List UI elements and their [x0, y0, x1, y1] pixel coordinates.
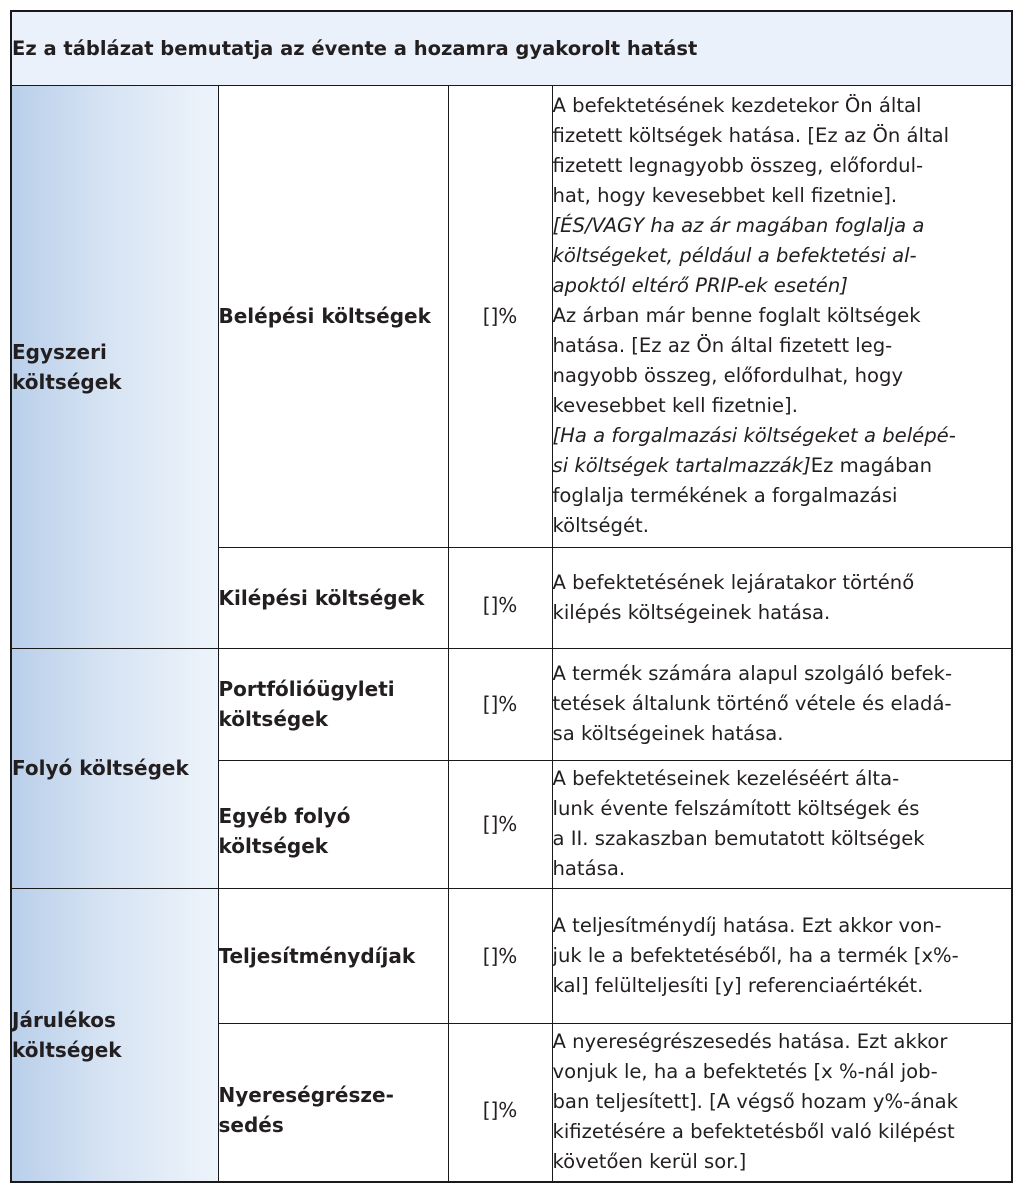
cost-table: [12, 12, 1011, 1182]
description-line: fizetett költségek hatása. [Ez az Ön által: [552, 124, 950, 147]
description-line: Ez magában: [810, 454, 933, 477]
cost-name: Kilépési költségek: [218, 547, 448, 648]
description-line: kevesebbet kell fizetnie].: [552, 394, 798, 417]
group-label: Egyszeri költségek: [12, 339, 122, 394]
description-line: apoktól eltérő PRIP-ek esetén]: [552, 274, 848, 297]
table-row: [12, 85, 1011, 547]
group-egyszeri-koltsegek: [12, 85, 218, 648]
table-row: [12, 888, 1011, 1023]
description-line: fizetett legnagyobb összeg, előfordul-: [552, 154, 924, 177]
cost-name: Teljesítménydíjak: [218, 888, 448, 1023]
description-line: vonjuk le, ha a befektetés [x %-nál job-: [552, 1060, 938, 1084]
table-header-row: [12, 12, 1011, 85]
description-line: A teljesítménydíj hatása. Ezt akkor von-: [552, 913, 942, 937]
cost-description: [552, 1023, 1011, 1181]
cost-percentage: []%: [448, 547, 552, 648]
description-line: A befektetéseinek kezeléséért álta-: [552, 767, 900, 790]
description-line: költségét.: [552, 514, 649, 537]
description-line: A termék számára alapul szolgáló befek-: [552, 662, 953, 685]
description-line: követően kerül sor.]: [552, 1150, 747, 1174]
cost-name: Nyereségrésze-sedés: [218, 1023, 448, 1181]
cost-description: [552, 648, 1011, 760]
description-line: kal] felülteljesíti [y] referenciaértékét.: [552, 973, 924, 997]
cost-description: [552, 760, 1011, 888]
description-line: A befektetésének kezdetekor Ön által: [552, 94, 922, 117]
description-line: hatása. [Ez az Ön által fizetett leg-: [552, 334, 893, 357]
cost-name: Belépési költségek: [218, 85, 448, 547]
description-line: [Ha a forgalmazási költségeket a belépé-: [552, 424, 956, 447]
cost-percentage: []%: [448, 760, 552, 888]
cost-name: Egyéb folyó költségek: [218, 760, 448, 888]
group-jarulekos-koltsegek: [12, 888, 218, 1181]
description-line: Az árban már benne foglalt költségek: [552, 304, 921, 327]
group-label: Járulékos költségek: [12, 1007, 122, 1062]
table-row: [12, 648, 1011, 760]
description-line: A befektetésének lejáratakor történő: [552, 570, 915, 594]
description-line: ban teljesített]. [A végső hozam y%-ának: [552, 1090, 958, 1114]
description-line: foglalja termékének a forgalmazási: [552, 484, 898, 507]
description-line: hat, hogy kevesebbet kell fizetnie].: [552, 184, 898, 207]
cost-name: Portfólióügyleti költségek: [218, 648, 448, 760]
cost-description: [552, 547, 1011, 648]
description-line: juk le a befektetéséből, ha a termék [x%-: [552, 943, 959, 967]
group-folyo-koltsegek: [12, 648, 218, 888]
cost-percentage: []%: [448, 1023, 552, 1181]
description-line: hatása.: [552, 857, 626, 880]
description-line: [ÉS/VAGY ha az ár magában foglalja a: [552, 214, 925, 237]
description-line: si költségek tartalmazzák]: [552, 454, 811, 477]
table-title: Ez a táblázat bemutatja az évente a hozamra gyakorolt hatást: [12, 12, 1011, 85]
description-line: nagyobb összeg, előfordulhat, hogy: [552, 364, 904, 387]
description-line: tetések általunk történő vétele és eladá-: [552, 692, 952, 715]
cost-table-frame: [10, 10, 1013, 1183]
cost-percentage: []%: [448, 85, 552, 547]
description-line: a II. szakaszban bemutatott költségek: [552, 827, 925, 850]
description-line: lunk évente felszámított költségek és: [552, 797, 920, 820]
cost-percentage: []%: [448, 648, 552, 760]
cost-percentage: []%: [448, 888, 552, 1023]
description-line: sa költségeinek hatása.: [552, 722, 784, 745]
description-line: A nyereségrészesedés hatása. Ezt akkor: [552, 1030, 948, 1054]
description-line: kifizetésére a befektetésből való kilépést: [552, 1120, 955, 1144]
cost-description: [552, 85, 1011, 547]
description-line: kilépés költségeinek hatása.: [552, 600, 831, 624]
cost-description: [552, 888, 1011, 1023]
description-line: költségeket, például a befektetési al-: [552, 244, 917, 267]
group-label: Folyó költségek: [12, 756, 189, 780]
